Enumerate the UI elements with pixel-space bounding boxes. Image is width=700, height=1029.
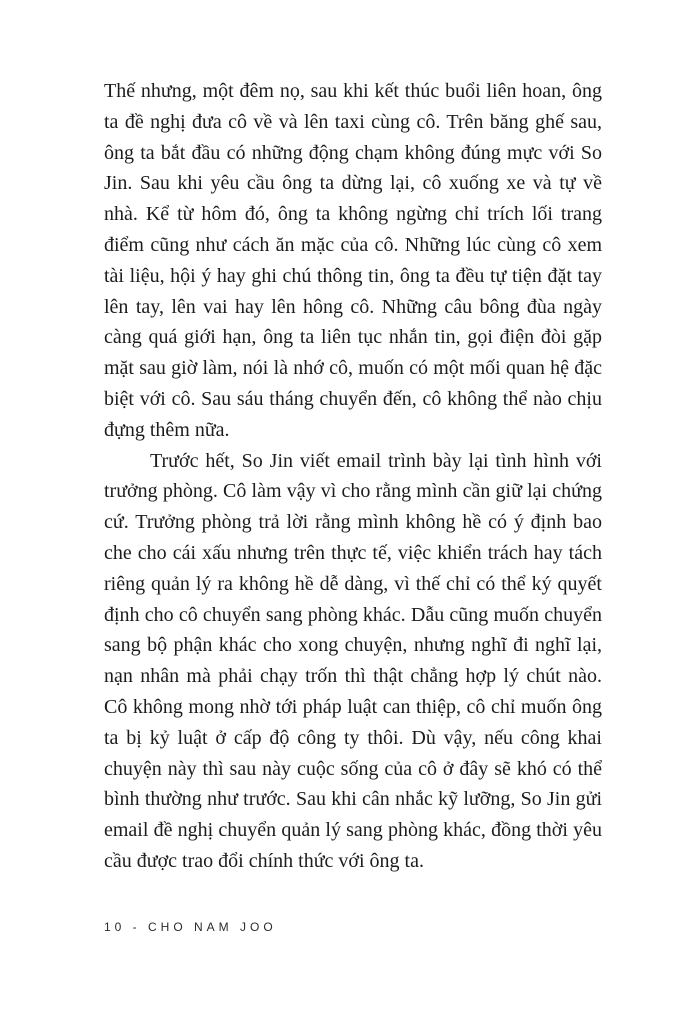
paragraph: Thế nhưng, một đêm nọ, sau khi kết thúc buổi liên hoan, ông ta đề nghị đưa cô về và lên taxi cùng cô. Trên băng ghế sau, ông ta bắt đầu có những động chạm không đúng mực với So Jin. Sau khi yêu cầu ông ta dừng lại, cô xuống xe và tự về nhà. Kể từ hôm đó, ông ta không ngừng chỉ trích lối trang điểm cũng như cách ăn mặc của cô. Những lúc cùng cô xem tài liệu, hội ý hay ghi chú thông tin, ông ta đều tự tiện đặt tay lên tay, lên vai hay lên hông cô. Những câu bông đùa ngày càng quá giới hạn, ông ta liên tục nhắn tin, gọi điện đòi gặp mặt sau giờ làm, nói là nhớ cô, muốn có một mối quan hệ đặc biệt với cô. Sau sáu tháng chuyển đến, cô không thể nào chịu đựng thêm nữa. [104, 80, 602, 441]
page-footer: 10 - CHO NAM JOO [104, 920, 277, 934]
body-text [104, 76, 602, 877]
paragraph: Trước hết, So Jin viết email trình bày lại tình hình với trưởng phòng. Cô làm vậy vì cho rằng mình cần giữ lại chứng cứ. Trưởng phòng trả lời rằng mình không hề có ý định bao che cho cái xấu nhưng trên thực tế, việc khiển trách hay tách riêng quản lý ra không hề dễ dàng, vì thế chỉ có thể ký quyết định cho cô chuyển sang phòng khác. Dẫu cũng muốn chuyển sang bộ phận khác cho xong chuyện, nhưng nghĩ đi nghĩ lại, nạn nhân mà phải chạy trốn thì thật chẳng hợp lý chút nào. Cô không mong nhờ tới pháp luật can thiệp, cô chỉ muốn ông ta bị kỷ luật ở cấp độ công ty thôi. Dù vậy, nếu công khai chuyện này thì sau này cuộc sống của cô ở đây sẽ khó có thể bình thường như trước. Sau khi cân nhắc kỹ lưỡng, So Jin gửi email đề nghị chuyển quản lý sang phòng khác, đồng thời yêu cầu được trao đổi chính thức với ông ta. [104, 449, 602, 872]
